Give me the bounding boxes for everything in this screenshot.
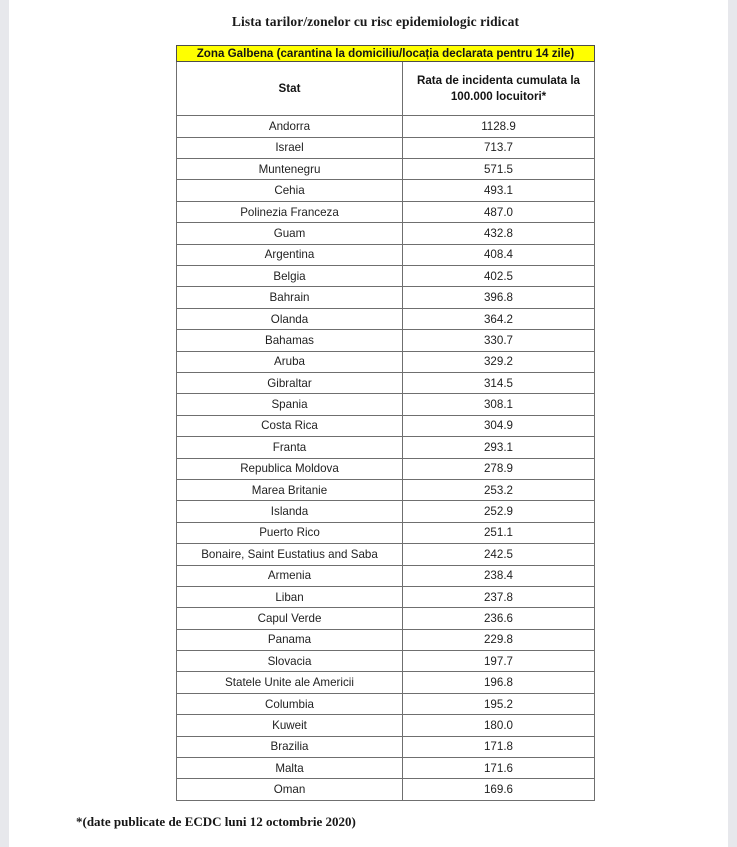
cell-stat: Polinezia Franceza bbox=[177, 201, 403, 222]
cell-stat: Costa Rica bbox=[177, 415, 403, 436]
cell-stat: Republica Moldova bbox=[177, 458, 403, 479]
cell-rata: 713.7 bbox=[403, 137, 595, 158]
cell-stat: Malta bbox=[177, 758, 403, 779]
table-row bbox=[177, 116, 595, 137]
cell-rata: 253.2 bbox=[403, 479, 595, 500]
table-row bbox=[177, 479, 595, 500]
cell-rata: 242.5 bbox=[403, 544, 595, 565]
cell-stat: Gibraltar bbox=[177, 372, 403, 393]
cell-stat: Guam bbox=[177, 223, 403, 244]
cell-rata: 329.2 bbox=[403, 351, 595, 372]
cell-rata: 196.8 bbox=[403, 672, 595, 693]
column-header-rata: Rata de incidenta cumulata la 100.000 locuitori* bbox=[403, 62, 595, 116]
cell-stat: Oman bbox=[177, 779, 403, 800]
cell-stat: Israel bbox=[177, 137, 403, 158]
cell-rata: 252.9 bbox=[403, 501, 595, 522]
table-row bbox=[177, 715, 595, 736]
left-gutter bbox=[0, 0, 9, 847]
cell-stat: Capul Verde bbox=[177, 608, 403, 629]
cell-stat: Liban bbox=[177, 586, 403, 607]
table-body bbox=[177, 116, 595, 801]
cell-rata: 236.6 bbox=[403, 608, 595, 629]
scrollbar-thumb[interactable] bbox=[728, 0, 737, 847]
table-row bbox=[177, 522, 595, 543]
cell-stat: Armenia bbox=[177, 565, 403, 586]
cell-stat: Islanda bbox=[177, 501, 403, 522]
table-row bbox=[177, 758, 595, 779]
cell-rata: 408.4 bbox=[403, 244, 595, 265]
zone-banner: Zona Galbena (carantina la domiciliu/locația declarata pentru 14 zile) bbox=[177, 46, 595, 62]
table-row bbox=[177, 137, 595, 158]
cell-stat: Spania bbox=[177, 394, 403, 415]
table-row bbox=[177, 779, 595, 800]
table-row bbox=[177, 544, 595, 565]
column-header-stat: Stat bbox=[177, 62, 403, 116]
table-row bbox=[177, 394, 595, 415]
cell-rata: 364.2 bbox=[403, 308, 595, 329]
risk-table bbox=[176, 45, 595, 801]
source-footnote: *(date publicate de ECDC luni 12 octombrie 2020) bbox=[76, 814, 356, 829]
cell-stat: Cehia bbox=[177, 180, 403, 201]
cell-rata: 1128.9 bbox=[403, 116, 595, 137]
table-row bbox=[177, 180, 595, 201]
cell-stat: Aruba bbox=[177, 351, 403, 372]
cell-stat: Belgia bbox=[177, 266, 403, 287]
cell-stat: Columbia bbox=[177, 693, 403, 714]
table-row bbox=[177, 501, 595, 522]
cell-stat: Muntenegru bbox=[177, 159, 403, 180]
table-row bbox=[177, 351, 595, 372]
table-row bbox=[177, 287, 595, 308]
table-row bbox=[177, 693, 595, 714]
cell-rata: 229.8 bbox=[403, 629, 595, 650]
cell-rata: 278.9 bbox=[403, 458, 595, 479]
cell-stat: Olanda bbox=[177, 308, 403, 329]
table-row bbox=[177, 672, 595, 693]
cell-rata: 251.1 bbox=[403, 522, 595, 543]
table-row bbox=[177, 415, 595, 436]
cell-rata: 308.1 bbox=[403, 394, 595, 415]
cell-rata: 330.7 bbox=[403, 330, 595, 351]
table-row bbox=[177, 586, 595, 607]
table-row bbox=[177, 608, 595, 629]
cell-stat: Bahrain bbox=[177, 287, 403, 308]
table-head bbox=[177, 46, 595, 116]
cell-rata: 402.5 bbox=[403, 266, 595, 287]
cell-stat: Marea Britanie bbox=[177, 479, 403, 500]
table-row bbox=[177, 308, 595, 329]
cell-stat: Slovacia bbox=[177, 651, 403, 672]
table-row bbox=[177, 565, 595, 586]
document-page bbox=[9, 0, 728, 847]
cell-stat: Kuweit bbox=[177, 715, 403, 736]
cell-stat: Puerto Rico bbox=[177, 522, 403, 543]
table-row bbox=[177, 372, 595, 393]
cell-rata: 237.8 bbox=[403, 586, 595, 607]
cell-rata: 169.6 bbox=[403, 779, 595, 800]
table-row bbox=[177, 651, 595, 672]
cell-stat: Andorra bbox=[177, 116, 403, 137]
cell-rata: 487.0 bbox=[403, 201, 595, 222]
table-row bbox=[177, 437, 595, 458]
cell-rata: 293.1 bbox=[403, 437, 595, 458]
table-row bbox=[177, 736, 595, 757]
cell-rata: 396.8 bbox=[403, 287, 595, 308]
page-title: Lista tarilor/zonelor cu risc epidemiologic ridicat bbox=[231, 14, 520, 29]
cell-rata: 304.9 bbox=[403, 415, 595, 436]
cell-rata: 314.5 bbox=[403, 372, 595, 393]
cell-rata: 171.6 bbox=[403, 758, 595, 779]
table-row bbox=[177, 201, 595, 222]
table-row bbox=[177, 244, 595, 265]
table-row bbox=[177, 266, 595, 287]
table-row bbox=[177, 458, 595, 479]
cell-rata: 238.4 bbox=[403, 565, 595, 586]
cell-rata: 195.2 bbox=[403, 693, 595, 714]
column-header-row bbox=[177, 62, 595, 116]
cell-stat: Statele Unite ale Americii bbox=[177, 672, 403, 693]
cell-stat: Argentina bbox=[177, 244, 403, 265]
cell-rata: 197.7 bbox=[403, 651, 595, 672]
table-row bbox=[177, 223, 595, 244]
cell-rata: 432.8 bbox=[403, 223, 595, 244]
table-row bbox=[177, 159, 595, 180]
cell-rata: 571.5 bbox=[403, 159, 595, 180]
cell-rata: 180.0 bbox=[403, 715, 595, 736]
table-row bbox=[177, 629, 595, 650]
cell-stat: Bonaire, Saint Eustatius and Saba bbox=[177, 544, 403, 565]
cell-stat: Franta bbox=[177, 437, 403, 458]
risk-table-container bbox=[176, 45, 594, 801]
cell-stat: Panama bbox=[177, 629, 403, 650]
table-row bbox=[177, 330, 595, 351]
zone-banner-row bbox=[177, 46, 595, 62]
cell-rata: 171.8 bbox=[403, 736, 595, 757]
cell-stat: Bahamas bbox=[177, 330, 403, 351]
scrollbar-track[interactable] bbox=[728, 0, 737, 847]
cell-stat: Brazilia bbox=[177, 736, 403, 757]
cell-rata: 493.1 bbox=[403, 180, 595, 201]
